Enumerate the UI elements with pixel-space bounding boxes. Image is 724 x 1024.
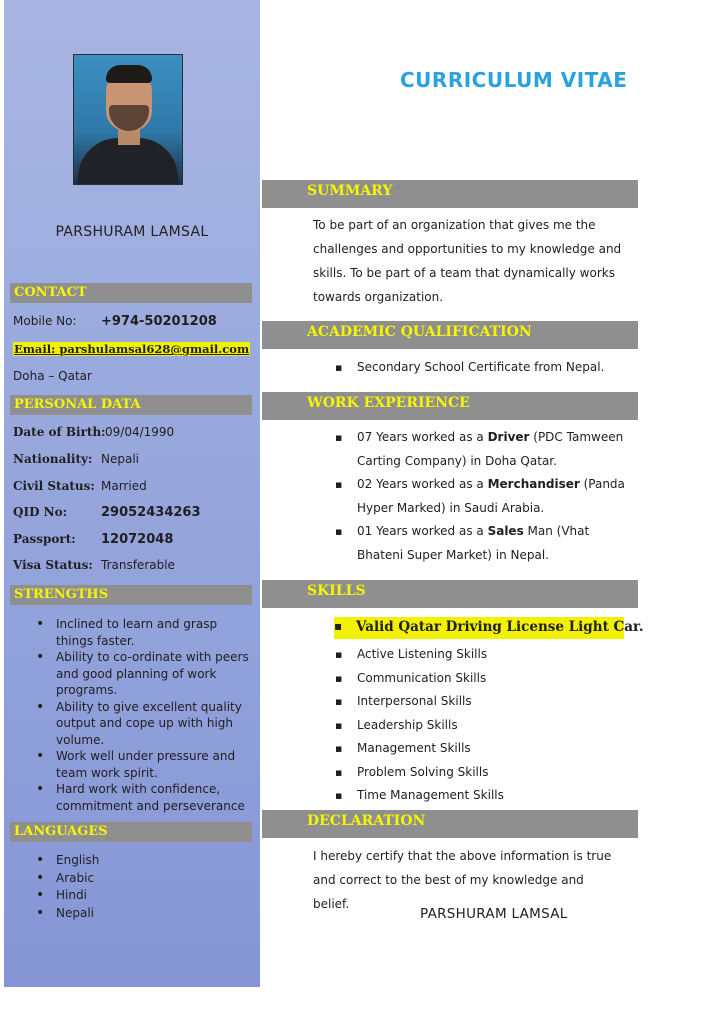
- personal-row: [13, 532, 174, 547]
- list-item: ▪ Communication Skills: [357, 667, 631, 691]
- field-value: Married: [101, 479, 147, 493]
- skills-list: [313, 643, 631, 808]
- contact-heading: CONTACT: [10, 283, 252, 303]
- languages-list: [20, 852, 250, 922]
- list-item: ▪ Leadership Skills: [357, 714, 631, 738]
- page-title: CURRICULUM VITAE: [400, 68, 628, 92]
- list-item: ▪ Management Skills: [357, 737, 631, 761]
- field-label: QID No:: [13, 505, 68, 519]
- list-item: ▪ Time Management Skills: [357, 784, 631, 808]
- list-item: • Work well under pressure and team work spirit.: [56, 748, 250, 781]
- mobile-label: Mobile No:: [13, 314, 77, 328]
- list-item: ▪ Secondary School Certificate from Nepal.: [357, 356, 631, 380]
- list-item: ▪ Active Listening Skills: [357, 643, 631, 667]
- summary-text: To be part of an organization that gives me the challenges and opportunities to my knowledge and skills. To be part of a team that dynamically works towards organization.: [313, 218, 622, 304]
- list-item: ▪ 02 Years worked as a Merchandiser (Panda Hyper Marked) in Saudi Arabia.: [357, 473, 631, 520]
- field-value: Transferable: [101, 558, 175, 572]
- list-item: • Arabic: [56, 870, 250, 888]
- list-item: • English: [56, 852, 250, 870]
- field-label: Civil Status:: [13, 479, 95, 493]
- list-item: • Ability to co-ordinate with peers and good planning of work programs.: [56, 649, 250, 699]
- strengths-heading: STRENGTHS: [10, 585, 252, 605]
- personal-row: [13, 452, 139, 466]
- skills-heading: SKILLS: [262, 580, 638, 608]
- personal-row: [13, 425, 175, 439]
- field-label: Nationality:: [13, 452, 93, 466]
- field-label: Date of Birth:: [13, 425, 106, 439]
- field-value: Nepali: [101, 452, 139, 466]
- personal-heading: PERSONAL DATA: [10, 395, 252, 415]
- field-value: 29052434263: [101, 505, 201, 520]
- field-label: Passport:: [13, 532, 76, 546]
- list-item: • Nepali: [56, 905, 250, 923]
- profile-name: PARSHURAM LAMSAL: [55, 224, 209, 240]
- profile-photo: [73, 54, 183, 185]
- location: Doha – Qatar: [13, 369, 92, 383]
- personal-row: [13, 479, 147, 493]
- signature-name: PARSHURAM LAMSAL: [420, 906, 568, 922]
- academic-heading: ACADEMIC QUALIFICATION: [262, 321, 638, 349]
- work-heading: WORK EXPERIENCE: [262, 392, 638, 420]
- declaration-heading: DECLARATION: [262, 810, 638, 838]
- summary-heading: SUMMARY: [262, 180, 638, 208]
- work-list: [313, 426, 631, 567]
- field-value: 09/04/1990: [105, 425, 175, 439]
- email-link[interactable]: Email: parshulamsal628@gmail.com: [14, 342, 250, 356]
- list-item: ▪ 01 Years worked as a Sales Man (Vhat Bhateni Super Market) in Nepal.: [357, 520, 631, 567]
- strengths-list: [20, 616, 250, 814]
- highlighted-skill: ▪ Valid Qatar Driving License Light Car.: [334, 617, 624, 639]
- field-value: 12072048: [101, 532, 174, 547]
- field-label: Visa Status:: [13, 558, 93, 572]
- list-item: • Hard work with confidence, commitment and perseverance: [56, 781, 250, 814]
- list-item: ▪ 07 Years worked as a Driver (PDC Tamween Carting Company) in Doha Qatar.: [357, 426, 631, 473]
- list-item: • Ability to give excellent quality output and cope up with high volume.: [56, 699, 250, 749]
- list-item: ▪ Interpersonal Skills: [357, 690, 631, 714]
- declaration-text: I hereby certify that the above information is true and correct to the best of my knowledge and belief.: [313, 849, 612, 911]
- personal-row: [13, 505, 201, 520]
- mobile-value: +974-50201208: [101, 314, 217, 329]
- list-item: ▪ Problem Solving Skills: [357, 761, 631, 785]
- mobile-row: [13, 314, 217, 329]
- languages-heading: LANGUAGES: [10, 822, 252, 842]
- list-item: • Inclined to learn and grasp things faster.: [56, 616, 250, 649]
- list-item: • Hindi: [56, 887, 250, 905]
- personal-row: [13, 558, 175, 572]
- academic-list: [313, 356, 631, 380]
